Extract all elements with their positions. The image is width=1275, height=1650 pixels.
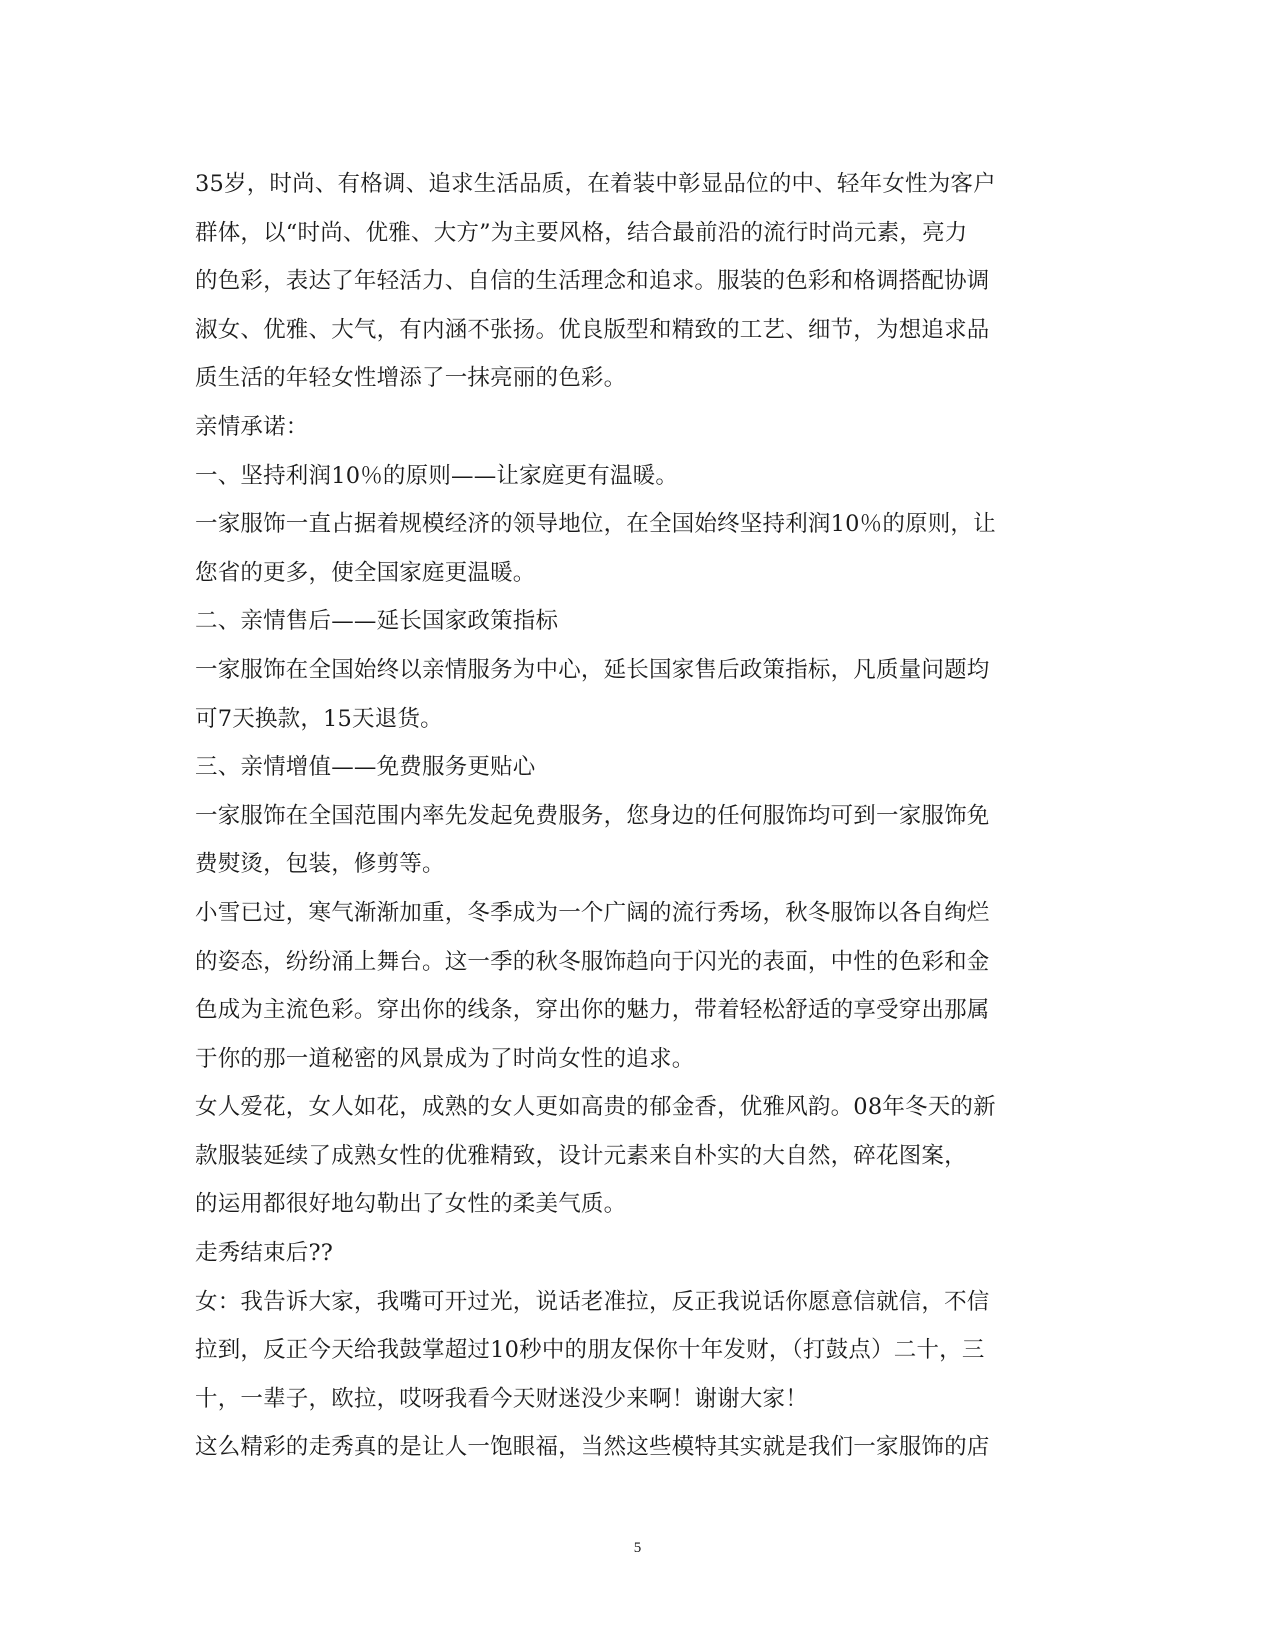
text-line: 群体，以“时尚、优雅、大方”为主要风格，结合最前沿的流行时尚元素，亮力 [195, 219, 968, 246]
text-line: 35岁，时尚、有格调、追求生活品质，在着装中彰显品位的中、轻年女性为客户 [195, 171, 996, 197]
text-line: 这么精彩的走秀真的是让人一饱眼福，当然这些模特其实就是我们一家服饰的店 [195, 1434, 990, 1461]
text-line: 一家服饰在全国始终以亲情服务为中心，延长国家售后政策指标，凡质量问题均 [195, 656, 990, 683]
text-line: 女：我告诉大家，我嘴可开过光，说话老准拉，反正我说话你愿意信就信，不信 [195, 1288, 990, 1315]
text-line: 一家服饰在全国范围内率先发起免费服务，您身边的任何服饰均可到一家服饰免 [195, 802, 990, 829]
text-line: 一家服饰一直占据着规模经济的领导地位，在全国始终坚持利润10％的原则，让 [195, 511, 996, 538]
page-number: 5 [633, 1540, 642, 1556]
text-line: 质生活的年轻女性增添了一抹亮丽的色彩。 [195, 365, 627, 392]
text-line: 女人爱花，女人如花，成熟的女人更如高贵的郁金香，优雅风韵。08年冬天的新 [195, 1094, 996, 1121]
text-line: 的姿态，纷纷涌上舞台。这一季的秋冬服饰趋向于闪光的表面，中性的色彩和金 [195, 948, 990, 975]
document-body [195, 160, 1075, 1472]
text-line: 款服装延续了成熟女性的优雅精致，设计元素来自朴实的大自然，碎花图案， [195, 1142, 967, 1169]
text-line: 费熨烫，包装，修剪等。 [195, 851, 445, 878]
text-line: 十，一辈子，欧拉，哎呀我看今天财迷没少来啊！谢谢大家！ [195, 1385, 808, 1412]
text-line: 的色彩，表达了年轻活力、自信的生活理念和追求。服装的色彩和格调搭配协调 [195, 268, 990, 295]
section-heading: 三、亲情增值——免费服务更贴心 [195, 754, 536, 781]
text-line: 色成为主流色彩。穿出你的线条，穿出你的魅力，带着轻松舒适的享受穿出那属 [195, 997, 990, 1024]
text-line: 您省的更多，使全国家庭更温暖。 [195, 559, 536, 586]
section-heading: 一、坚持利润10％的原则——让家庭更有温暖。 [195, 462, 679, 489]
text-line: 小雪已过，寒气渐渐加重，冬季成为一个广阔的流行秀场，秋冬服饰以各自绚烂 [195, 899, 990, 926]
text-line: 拉到，反正今天给我鼓掌超过10秒中的朋友保你十年发财，（打鼓点）二十，三 [195, 1337, 985, 1364]
section-heading: 亲情承诺： [195, 413, 309, 440]
section-heading: 二、亲情售后——延长国家政策指标 [195, 608, 559, 635]
text-line: 淑女、优雅、大气，有内涵不张扬。优良版型和精致的工艺、细节，为想追求品 [195, 316, 990, 343]
section-heading: 走秀结束后?? [195, 1240, 334, 1267]
text-line: 可7天换款，15天退货。 [195, 705, 443, 732]
text-line: 于你的那一道秘密的风景成为了时尚女性的追求。 [195, 1045, 695, 1072]
text-line: 的运用都很好地勾勒出了女性的柔美气质。 [195, 1191, 627, 1218]
